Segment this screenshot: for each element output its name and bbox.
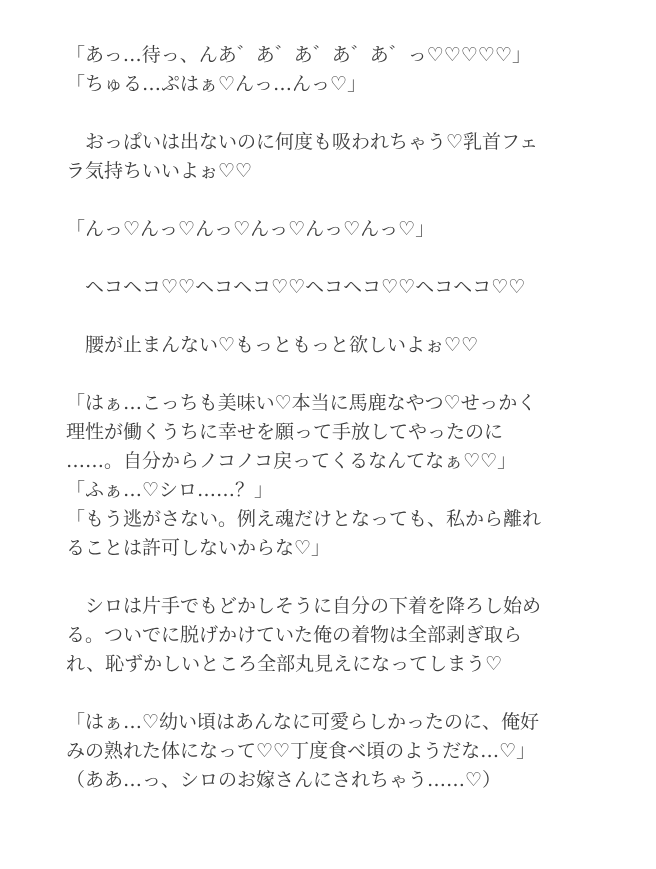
text-line: 「はぁ…こっちも美味い♡本当に馬鹿なやつ♡せっかく [66, 392, 537, 414]
paragraph-dialogue-3 [66, 389, 552, 563]
text-line: 「ふぁ…♡シロ……？」 [66, 479, 274, 501]
text-line: 「んっ♡んっ♡んっ♡んっ♡んっ♡んっ♡」 [66, 218, 435, 240]
paragraph-narration-3 [66, 331, 552, 360]
text-line: れ、恥ずかしいところ全部丸見えになってしまう♡ [66, 653, 503, 675]
paragraph-dialogue-1 [66, 41, 552, 99]
paragraph-narration-1 [66, 128, 552, 186]
text-line: 「はぁ…♡幼い頃はあんなに可愛らしかったのに、俺好 [66, 711, 540, 733]
text-line: ……。自分からノコノコ戻ってくるなんてなぁ♡♡」 [66, 450, 517, 472]
text-line: おっぱいは出ないのに何度も吸われちゃう♡乳首フェ [66, 131, 539, 153]
text-line: みの熟れた体になって♡♡丁度食べ頃のようだな…♡」 [66, 740, 536, 762]
text-line: 「もう逃がさない。例え魂だけとなっても、私から離れ [66, 508, 542, 530]
paragraph-dialogue-2 [66, 215, 552, 244]
text-line: ることは許可しないからな♡」 [66, 537, 331, 559]
paragraph-narration-2 [66, 273, 552, 302]
novel-text-body [66, 41, 552, 795]
text-line: ヘコヘコ♡♡ヘコヘコ♡♡ヘコヘコ♡♡ヘコヘコ♡♡ [66, 276, 526, 298]
text-line: （ああ…っ、シロのお嫁さんにされちゃう……♡） [66, 769, 502, 791]
text-line: 腰が止まんない♡もっともっと欲しいよぉ♡♡ [66, 334, 479, 356]
text-line: ラ気持ちいいよぉ♡♡ [66, 160, 253, 182]
text-line: 「あっ…待っ、んあ゛あ゛あ゛あ゛あ゛っ♡♡♡♡♡」 [66, 44, 531, 66]
paragraph-narration-4 [66, 592, 552, 679]
paragraph-dialogue-4 [66, 708, 552, 795]
text-line: る。ついでに脱げかけていた俺の着物は全部剥ぎ取ら [66, 624, 523, 646]
text-line: 「ちゅる…ぷはぁ♡んっ…んっ♡」 [66, 73, 367, 95]
text-line: シロは片手でもどかしそうに自分の下着を降ろし始め [66, 595, 542, 617]
text-line: 理性が働くうちに幸せを願って手放してやったのに [66, 421, 504, 443]
